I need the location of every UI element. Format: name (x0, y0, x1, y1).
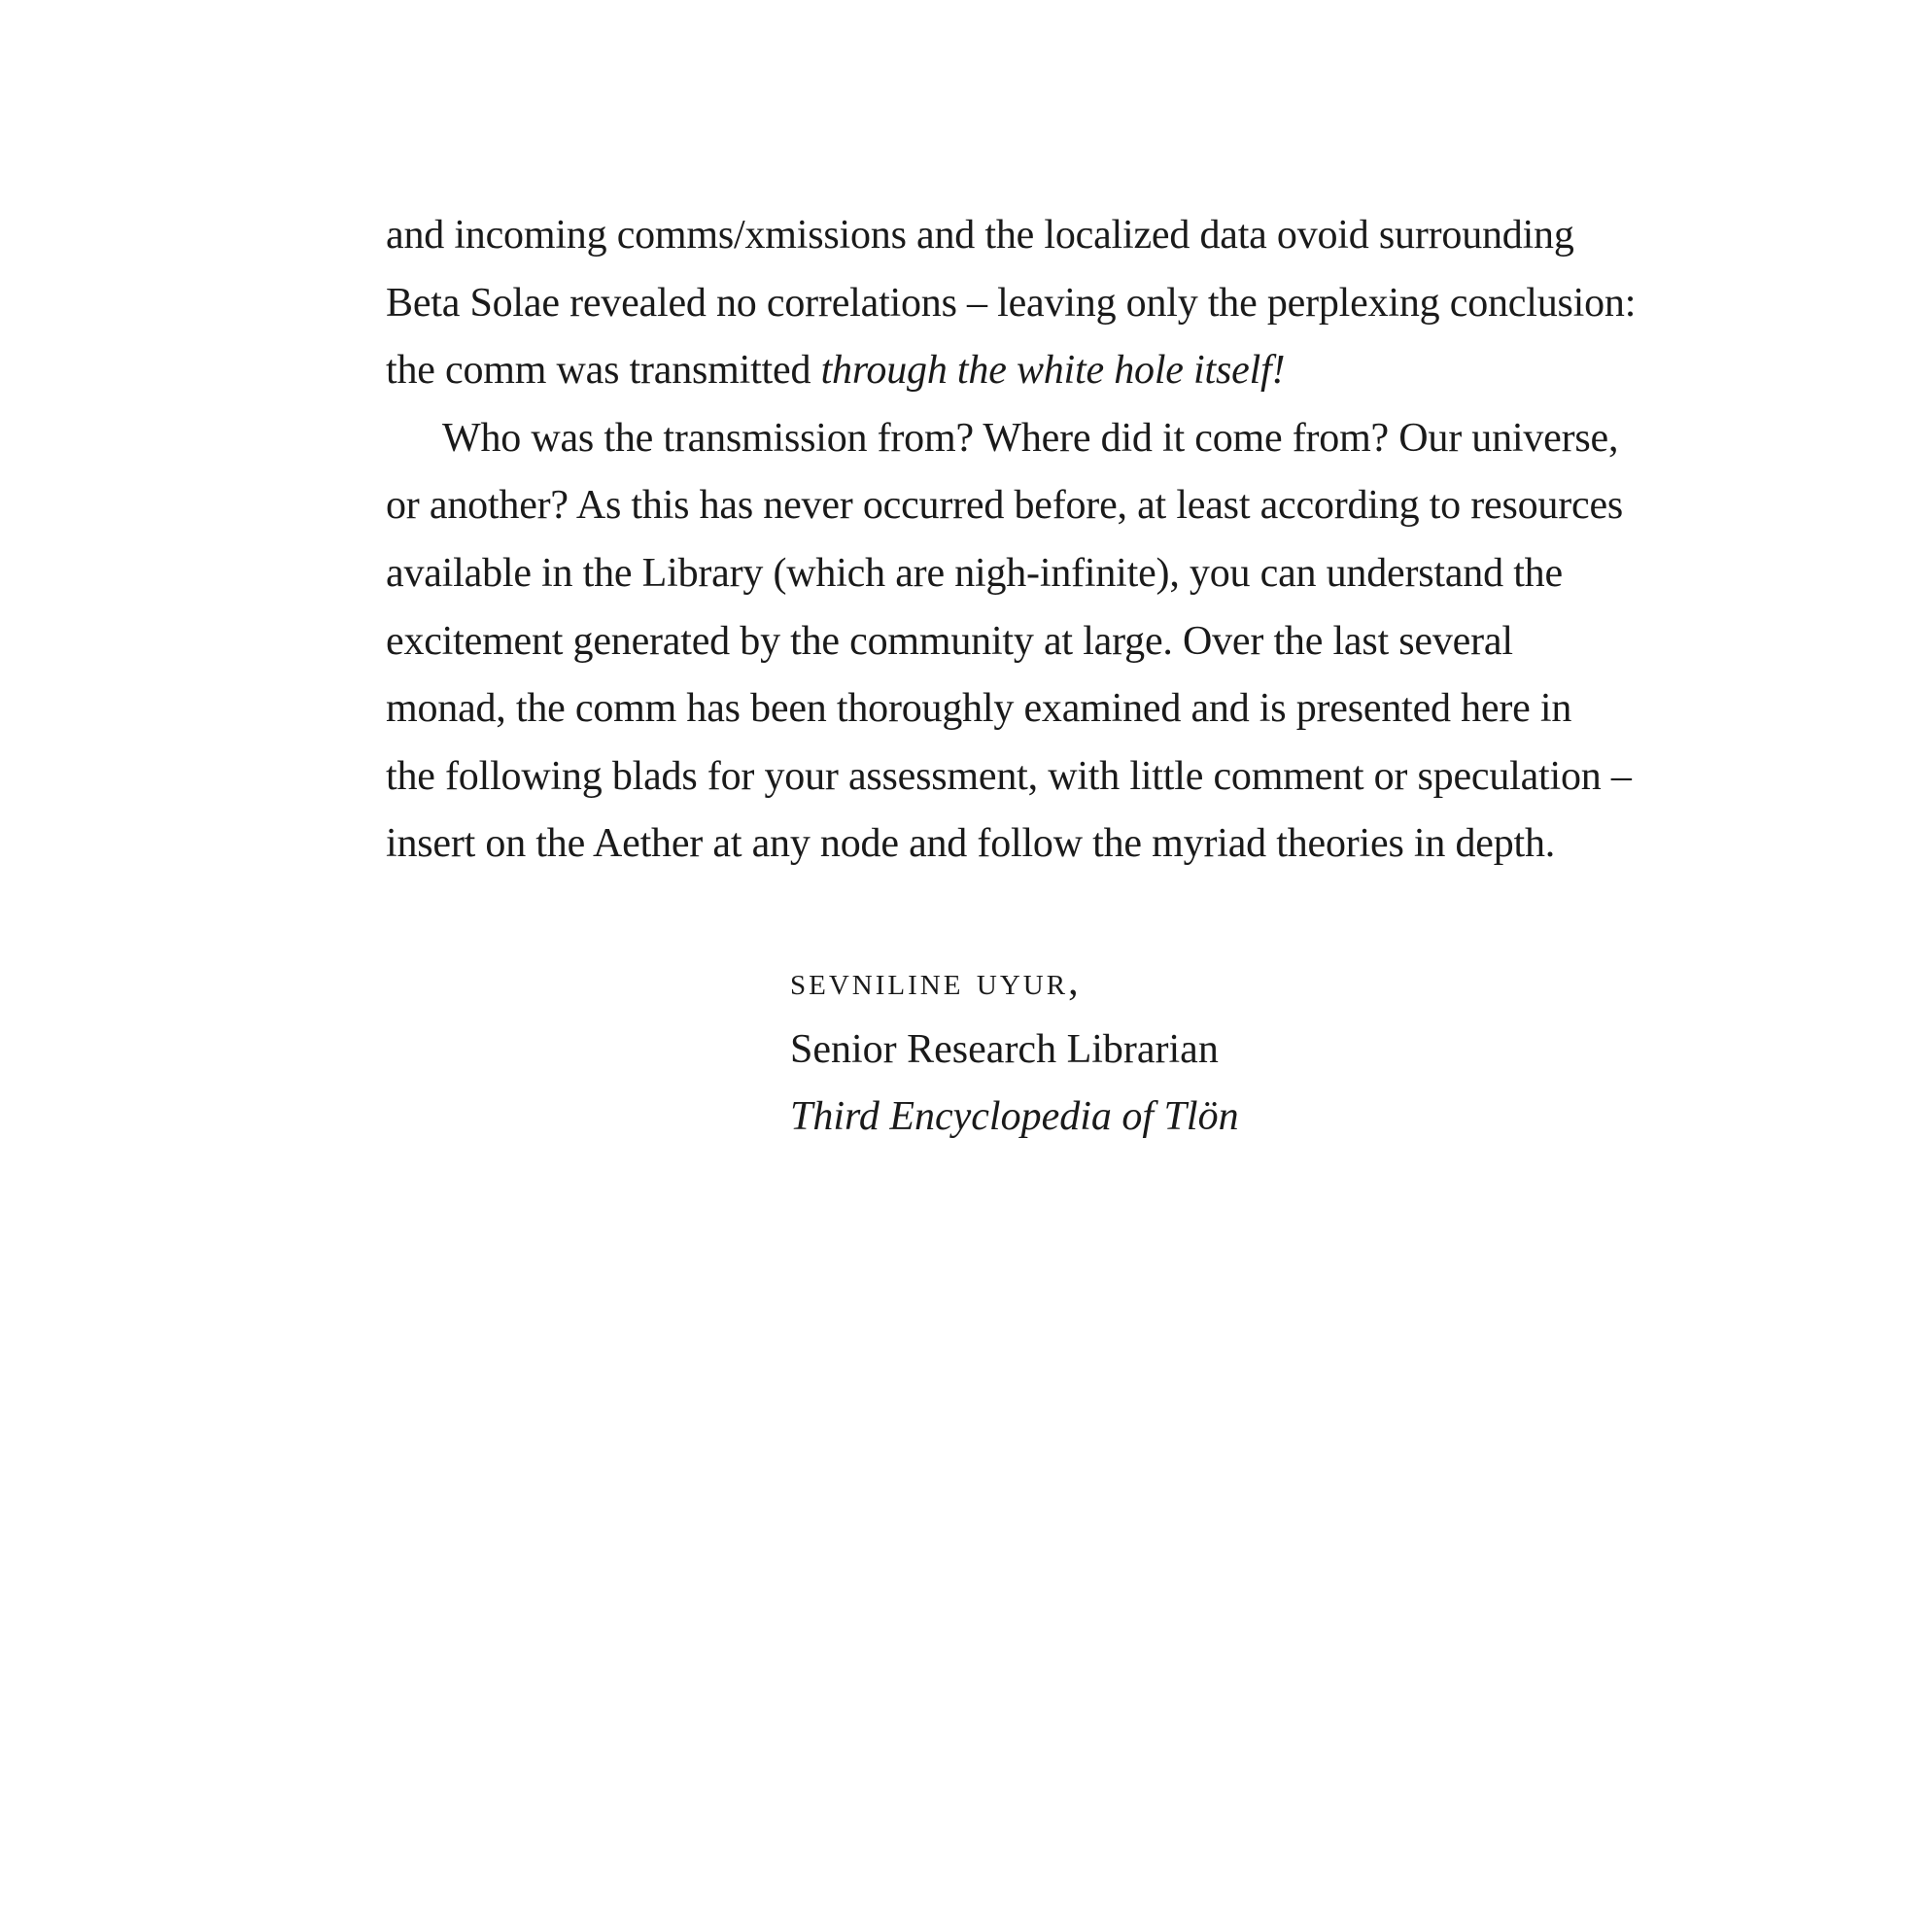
paragraph-2-line-1: Who was the transmission from? Where did it come from? Our universe, (442, 415, 1619, 461)
paragraph-1-line-3-plain: the comm was transmitted (386, 348, 821, 394)
paragraph-2-line-5: monad, the comm has been thoroughly examined and is presented here in (386, 686, 1572, 732)
paragraph-2-line-7: insert on the Aether at any node and follow the myriad theories in depth. (386, 821, 1556, 867)
paragraph-1-line-3 (386, 337, 1708, 405)
paragraph-1-line-2: Beta Solae revealed no correlations – leaving only the perplexing conclusion: (386, 280, 1637, 326)
paragraph-2-line-6: the following blads for your assessment, with little comment or speculation – (386, 753, 1632, 799)
paragraph-2-line-2: or another? As this has never occurred before, at least according to resources (386, 483, 1624, 529)
signatory-name: sevniline uyur, (790, 959, 1082, 1004)
paragraph-1-line-1: and incoming comms/xmissions and the localized data ovoid surrounding (386, 213, 1574, 258)
paragraph-2-line-4: excitement generated by the community at large. Over the last several (386, 618, 1513, 664)
paragraph-2-line-3: available in the Library (which are nigh-infinite), you can understand the (386, 550, 1563, 596)
body-text (386, 202, 1708, 879)
signatory-title: Senior Research Librarian (790, 1026, 1219, 1072)
signatory-affiliation: Third Encyclopedia of Tlön (790, 1094, 1239, 1140)
signature-block (790, 949, 1239, 1152)
emphasis-white-hole: through the white hole itself! (820, 348, 1286, 394)
